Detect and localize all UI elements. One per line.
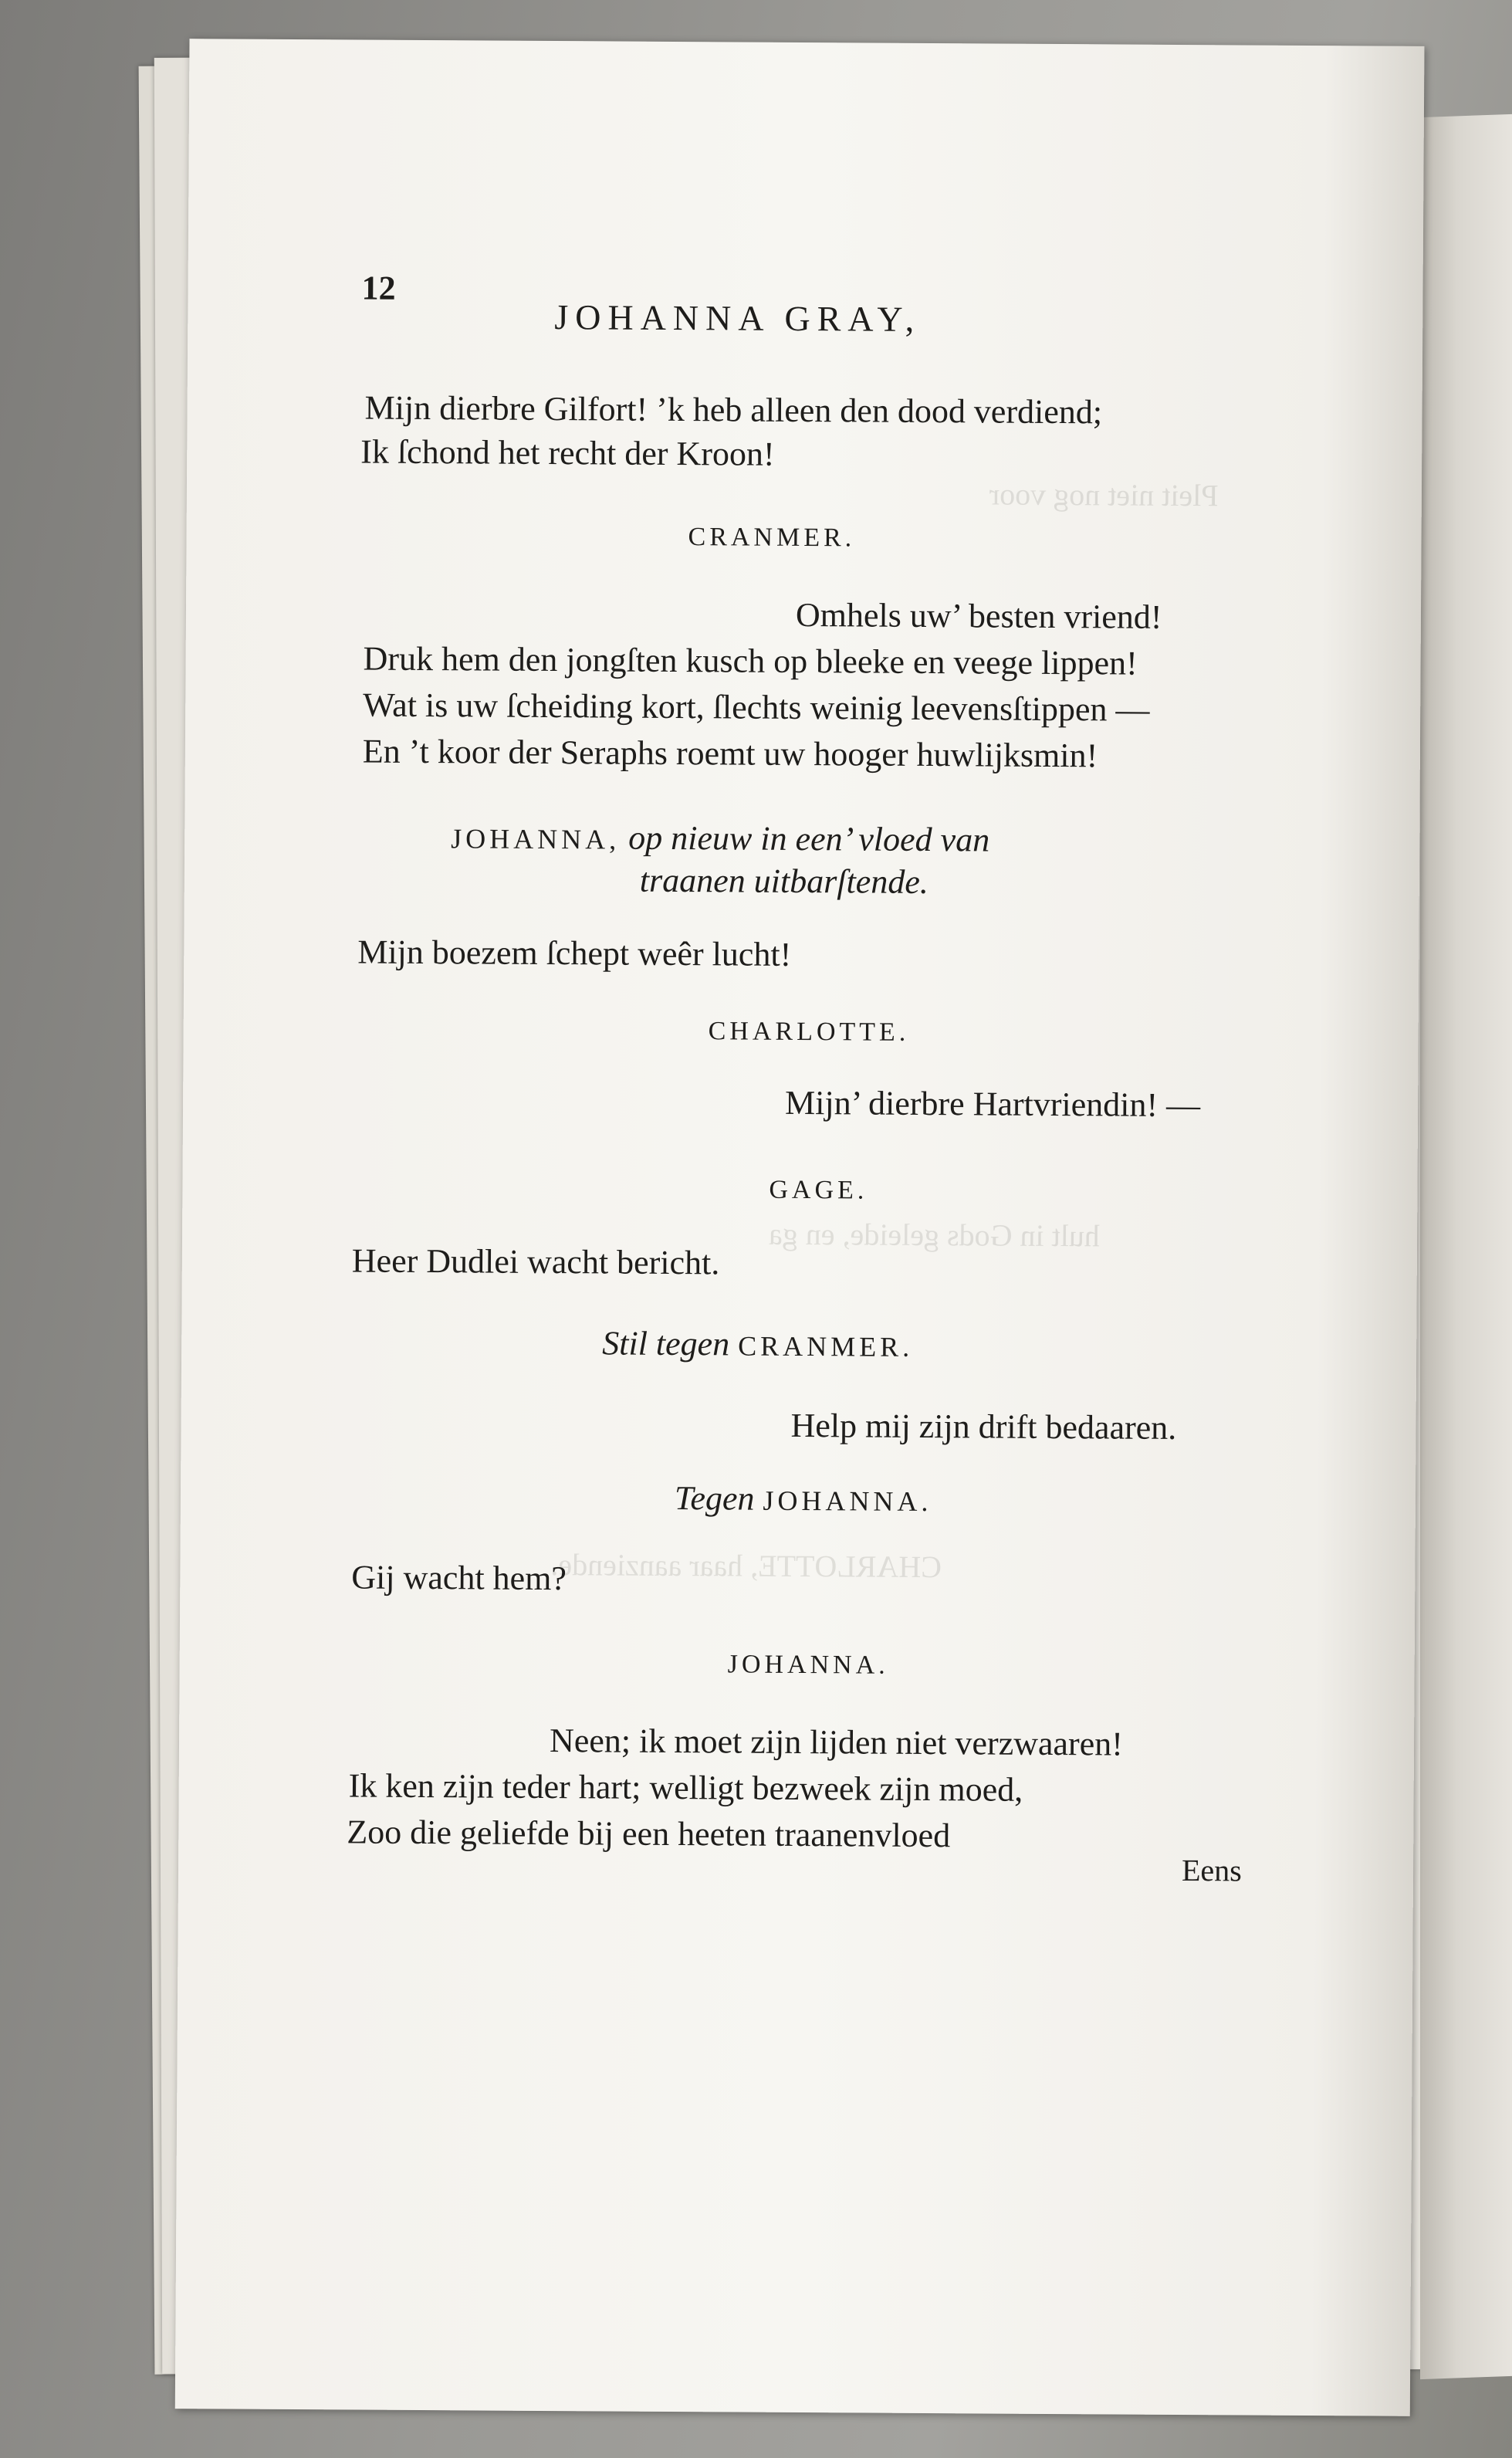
speaker-name: GAGE. bbox=[769, 1175, 868, 1205]
speaker-name: CRANMER. bbox=[738, 1330, 914, 1363]
page-number: 12 bbox=[361, 269, 396, 307]
show-through-text: Pleit niet nog voor bbox=[989, 476, 1219, 513]
verse-line: Druk hem den jongſten kusch op bleeke en veege lippen! bbox=[363, 639, 1138, 682]
verse-line: Ik ſchond het recht der Kroon! bbox=[360, 432, 775, 473]
speaker-name: JOHANNA. bbox=[727, 1650, 889, 1680]
stage-direction-text: op nieuw in een’ vloed van bbox=[628, 818, 990, 859]
stage-direction bbox=[639, 861, 929, 902]
stage-direction bbox=[602, 1326, 913, 1362]
stage-direction-text: traanen uitbarſtende. bbox=[639, 861, 929, 902]
book-page bbox=[175, 39, 1425, 2416]
verse-line: Omhels uw’ besten vriend! bbox=[795, 595, 1162, 636]
speaker-name: CRANMER. bbox=[688, 523, 856, 553]
verse-line: Mijn’ dierbre Hartvriendin! — bbox=[784, 1083, 1201, 1125]
verse-line: Gij wacht hem? bbox=[351, 1558, 567, 1598]
speaker-name: JOHANNA. bbox=[763, 1485, 932, 1518]
stage-direction-text: Tegen bbox=[674, 1479, 755, 1518]
verse-line: Zoo die geliefde bij een heeten traanenvloed bbox=[347, 1813, 951, 1855]
verse-line: En ’t koor der Seraphs roemt uw hooger huwlijksmin! bbox=[362, 732, 1098, 775]
verse-line: Mijn boezem ſchept weêr lucht! bbox=[357, 933, 792, 973]
running-head: JOHANNA GRAY, bbox=[554, 297, 922, 339]
show-through-text: hult in Gods geleide, en ga bbox=[768, 1216, 1100, 1254]
verse-line: Ik ken zijn teder hart; welligt bezweek zijn moed, bbox=[348, 1766, 1023, 1809]
verse-line: Wat is uw ſcheiding kort, ſlechts weinig leevensſtippen — bbox=[363, 686, 1150, 729]
show-through-text: CHARLOTTE, haar aanziende. bbox=[550, 1547, 942, 1585]
verse-line: Help mij zijn drift bedaaren. bbox=[790, 1406, 1177, 1447]
speaker-name: CHARLOTTE. bbox=[708, 1017, 910, 1047]
verse-line: Neen; ik moet zijn lijden niet verzwaaren! bbox=[549, 1722, 1124, 1763]
facing-page-edge bbox=[1420, 114, 1512, 2379]
verse-line: Mijn dierbre Gilfort! ’k heb alleen den dood verdiend; bbox=[364, 388, 1103, 432]
stage-direction bbox=[675, 1481, 932, 1517]
stage-direction-text: Stil tegen bbox=[602, 1324, 730, 1363]
speaker-name: JOHANNA, bbox=[451, 823, 621, 855]
stage-direction bbox=[451, 820, 989, 857]
verse-line: Heer Dudlei wacht bericht. bbox=[351, 1241, 720, 1282]
catchword: Eens bbox=[1181, 1853, 1242, 1888]
